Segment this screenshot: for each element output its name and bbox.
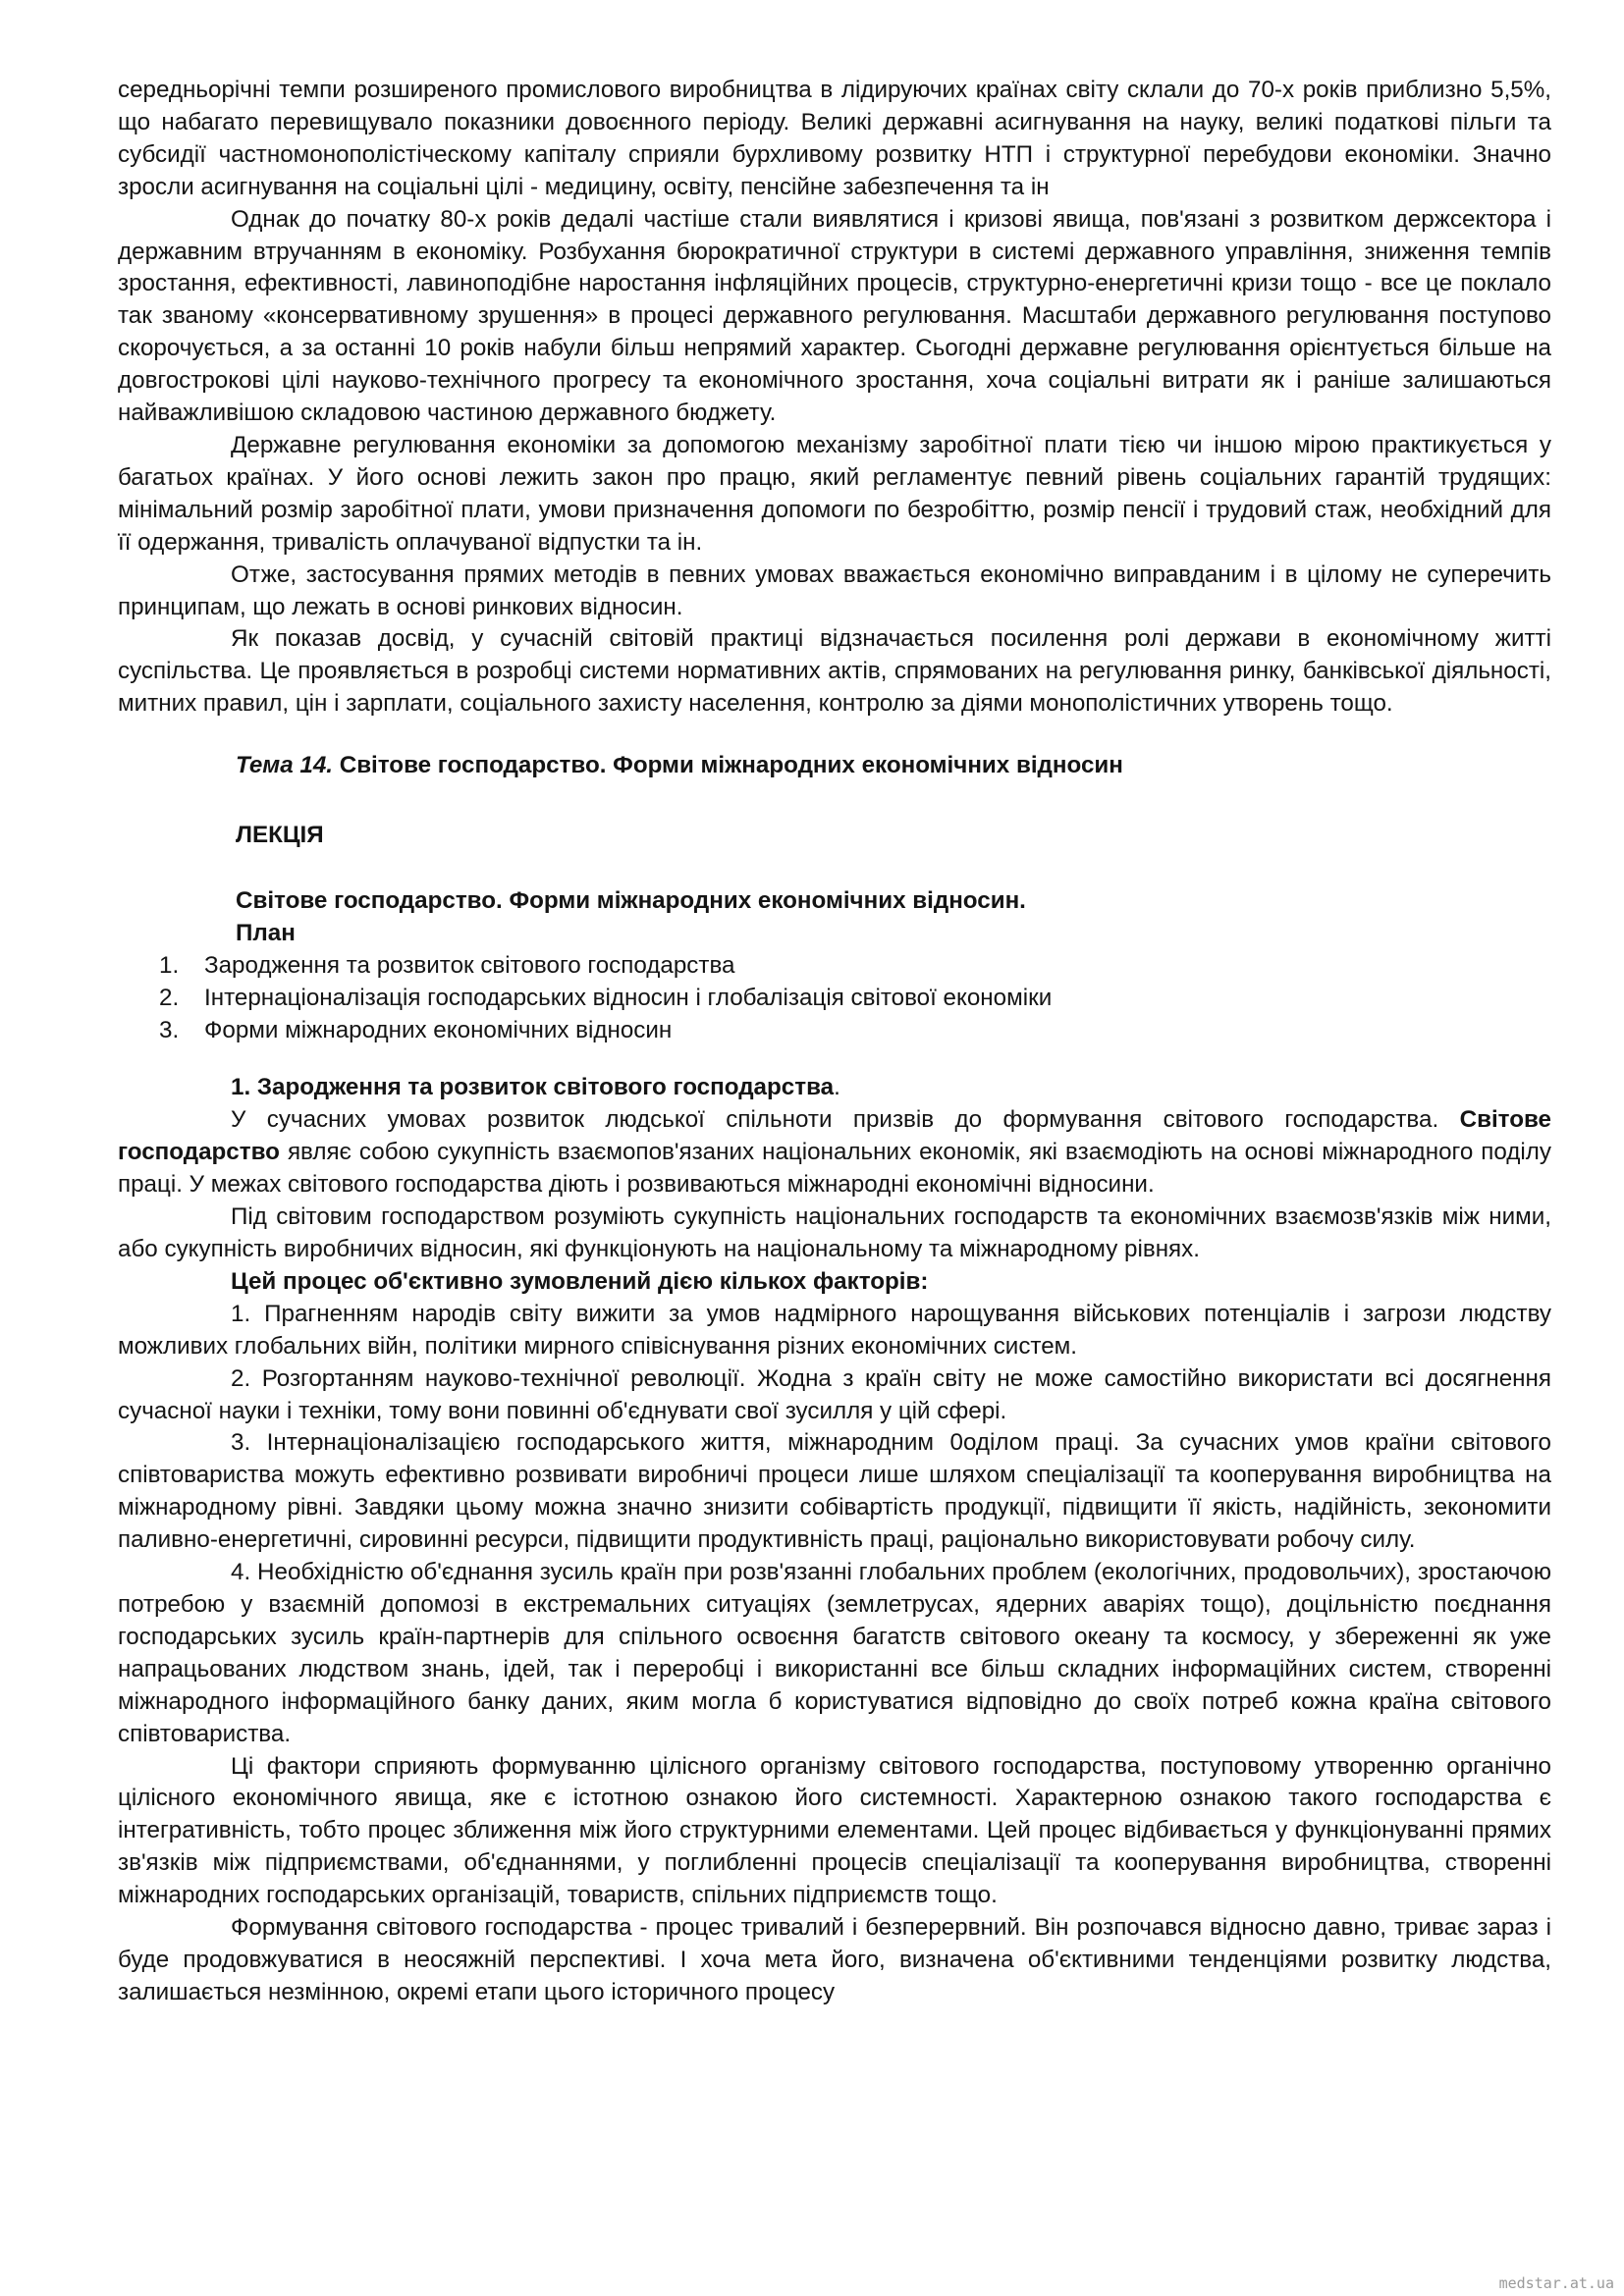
paragraph-world-economy-meaning: Під світовим господарством розуміють сукупність національних господарств та економічних взаємозв'язків між ними, або сукупність виробничих відносин, які функціонують на національному та міжнародному рівнях. [118, 1203, 1551, 1262]
topic-title: Світове господарство. Форми міжнародних економічних відносин [333, 752, 1123, 779]
plan-label: План [236, 919, 296, 946]
factor-item: 1. Прагненням народів світу вижити за умов надмірного нарощування військових потенціалів і загрози людству можливих глобальних війн, політики мирного співіснування різних економічних систем. [118, 1300, 1551, 1360]
plan-item-text: Інтернаціоналізація господарських відносин і глобалізація світової економіки [204, 984, 1053, 1011]
paragraph-wage-regulation: Державне регулювання економіки за допомогою механізму заробітної плати тією чи іншою мірою практикується у багатьох країнах. У його основі лежить закон про працю, який регламентує певний рівень соціальних гарантій трудящих: мінімальний розмір заробітної плати, умови призначення допомоги по безробіттю, розмір пенсії і трудовий стаж, необхідний для її одержання, тривалість оплачуваної відпустки та ін. [118, 431, 1551, 556]
paragraph-state-role: Як показав досвід, у сучасній світовій практиці відзначається посилення ролі держави в економічному житті суспільства. Це проявляється в розробці системи нормативних актів, спрямованих на регулювання ринку, банківської діяльності, митних правил, цін і зарплати, соціального захисту населення, контролю за діями монополістичних утворень тощо. [118, 625, 1551, 718]
paragraph-world-economy-intro: У сучасних умовах розвиток людської спільноти призвів до формування світового господарства. [231, 1106, 1439, 1134]
plan-item-number: 3. [159, 1016, 180, 1043]
document-page [118, 75, 1551, 2009]
plan-list [118, 950, 1551, 1047]
plan-item-number: 1. [159, 951, 180, 979]
lecture-label: ЛЕКЦІЯ [236, 822, 324, 849]
section-1-heading [118, 1072, 1551, 1104]
plan-item [118, 950, 1551, 983]
term-world-economy: Світове господарство [118, 1106, 1551, 1166]
site-watermark: medstar.at.ua [1498, 2274, 1614, 2292]
factor-item: 2. Розгортанням науково-технічної революції. Жодна з країн світу не може самостійно використати всі досягнення сучасної науки і техніки, тому вони повинні об'єднувати свої зусилля у цій сфері. [118, 1364, 1551, 1424]
paragraph-direct-methods: Отже, застосування прямих методів в певних умовах вважається економічно виправданим і в цілому не суперечить принципам, що лежать в основі ринкових відносин. [118, 561, 1551, 620]
section-1-heading-text: 1. Зародження та розвиток світового господарства [231, 1074, 835, 1101]
paragraph-factors-effect: Ці фактори сприяють формуванню цілісного організму світового господарства, поступовому утворенню органічно цілісного економічного явища, яке є істотною ознакою його системності. Характерною ознакою такого господарства є інтегративність, тобто процес зближення між його структурними елементами. Цей процес відбивається у функціонуванні прямих зв'язків між підприємствами, об'єднаннями, у поглибленні процесів спеціалізації та кооперування виробництва, створенні міжнародних господарських організацій, товариств, спільних підприємств тощо. [118, 1752, 1551, 1909]
factor-item: 3. Інтернаціоналізацією господарського життя, міжнародним 0оділом праці. За сучасних умов країни світового співтовариства можуть ефективно розвивати виробничі процеси лише шляхом спеціалізації та кооперування виробництва на міжнародному рівні. Завдяки цьому можна значно знизити собівартість продукції, підвищити її якість, надійність, зекономити паливно-енергетичні, сировинні ресурси, підвищити продуктивність праці, раціонально використовувати робочу силу. [118, 1429, 1551, 1554]
topic-heading [118, 750, 1551, 782]
topic-prefix: Тема 14. [236, 752, 333, 779]
paragraph-world-economy-definition [118, 1104, 1551, 1201]
section-1-heading-tail: . [834, 1074, 840, 1101]
plan-item [118, 983, 1551, 1015]
factor-item: 4. Необхідністю об'єднання зусиль країн при розв'язанні глобальних проблем (екологічних, продовольчих), зростаючою потребою у взаємній допомозі в екстремальних ситуаціях (землетрусах, ядерних аваріях тощо), доцільністю поєднання господарських зусиль країн-партнерів для спільного освоєння багатств світового океану та космосу, у збереженні як уже напрацьованих людством знань, ідей, так і переробці і використанні все більш складних інформаційних систем, створенні міжнародного інформаційного банку даних, яким могла б користуватися відповідно до своїх потреб кожна країна світового співтовариства. [118, 1559, 1551, 1747]
paragraph-crisis-80s: Однак до початку 80-х років дедалі частіше стали виявлятися і кризові явища, пов'язані з розвитком держсектора і державним втручанням в економіку. Розбухання бюрократичної структури в системі державного управління, зниження темпів зростання, ефективності, лавиноподібне наростання інфляційних процесів, структурно-енергетичні кризи тощо - все це поклало так званому «консервативному зрушення» в процесі державного регулювання. Масштаби державного регулювання поступово скорочується, а за останні 10 років набули більш непрямий характер. Сьогодні державне регулювання орієнтується більше на довгострокові цілі науково-технічного прогресу та економічного зростання, хоча соціальні витрати як і раніше залишаються найважливішою складовою частиною державного бюджету. [118, 205, 1551, 427]
plan-item-text: Зародження та розвиток світового господарства [204, 951, 735, 979]
paragraph-formation-process: Формування світового господарства - процес тривалий і безперервний. Він розпочався відносно давно, триває зараз і буде продовжуватися в неосяжній перспективі. І хоча мета його, визначена об'єктивними тенденціями розвитку людства, залишається незмінною, окремі етапи цього історичного процесу [118, 1914, 1551, 2005]
plan-item [118, 1015, 1551, 1047]
plan-item-number: 2. [159, 984, 180, 1011]
paragraph-world-economy-rest: являє собою сукупність взаємопов'язаних національних економік, які взаємодіють на основі міжнародного поділу праці. У межах світового господарства діють і розвиваються міжнародні економічні відносини. [118, 1139, 1551, 1199]
factors-heading: Цей процес об'єктивно зумовлений дією кількох факторів: [231, 1267, 929, 1295]
lecture-title: Світове господарство. Форми міжнародних економічних відносин. [236, 886, 1026, 914]
plan-item-text: Форми міжнародних економічних відносин [204, 1016, 673, 1043]
paragraph-intro-continued: середньорічні темпи розширеного промислового виробництва в лідируючих країнах світу склали до 70-х років приблизно 5,5%, що набагато перевищувало показники довоєнного періоду. Великі державні асигнування на науку, великі податкові пільги та субсидії частномонополістіческому капіталу сприяли бурхливому розвитку НТП і структурної перебудови економіки. Значно зросли асигнування на соціальні цілі - медицину, освіту, пенсійне забезпечення та ін [118, 77, 1551, 200]
